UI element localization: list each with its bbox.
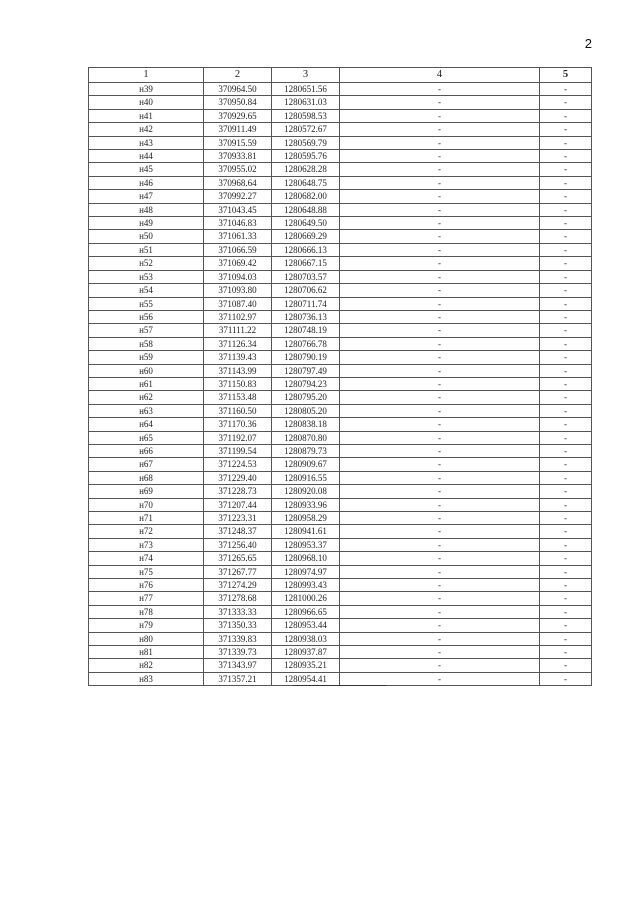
y-coordinate-cell: 1280667.15 (272, 257, 340, 270)
y-coordinate-cell: 1280766.78 (272, 337, 340, 350)
x-coordinate-cell: 371061.33 (204, 230, 272, 243)
table-row (89, 163, 592, 176)
x-coordinate-cell: 371223.31 (204, 512, 272, 525)
x-coordinate-cell: 371278.68 (204, 592, 272, 605)
point-id-cell: н66 (89, 444, 204, 457)
col4-cell: - (340, 337, 540, 350)
y-coordinate-cell: 1280941.61 (272, 525, 340, 538)
col5-cell: - (540, 377, 592, 390)
point-id-cell: н78 (89, 605, 204, 618)
y-coordinate-cell: 1280682.00 (272, 190, 340, 203)
y-coordinate-cell: 1280974.97 (272, 565, 340, 578)
col5-cell: - (540, 284, 592, 297)
col5-cell: - (540, 579, 592, 592)
table-row (89, 83, 592, 96)
header-row (89, 68, 592, 83)
col4-cell: - (340, 243, 540, 256)
y-coordinate-cell: 1280805.20 (272, 404, 340, 417)
col4-cell: - (340, 538, 540, 551)
point-id-cell: н75 (89, 565, 204, 578)
y-coordinate-cell: 1280649.50 (272, 217, 340, 230)
col5-cell: - (540, 324, 592, 337)
col5-cell: - (540, 431, 592, 444)
point-id-cell: н44 (89, 150, 204, 163)
y-coordinate-cell: 1281000.26 (272, 592, 340, 605)
y-coordinate-cell: 1280669.29 (272, 230, 340, 243)
col5-cell: - (540, 297, 592, 310)
table-row (89, 512, 592, 525)
x-coordinate-cell: 370915.59 (204, 136, 272, 149)
y-coordinate-cell: 1280958.29 (272, 512, 340, 525)
table-row (89, 659, 592, 672)
y-coordinate-cell: 1280953.37 (272, 538, 340, 551)
y-coordinate-cell: 1280666.13 (272, 243, 340, 256)
x-coordinate-cell: 371153.48 (204, 391, 272, 404)
col5-cell: - (540, 512, 592, 525)
point-id-cell: н56 (89, 310, 204, 323)
table-row (89, 525, 592, 538)
x-coordinate-cell: 370929.65 (204, 109, 272, 122)
col4-cell: - (340, 163, 540, 176)
y-coordinate-cell: 1280595.76 (272, 150, 340, 163)
y-coordinate-cell: 1280937.87 (272, 646, 340, 659)
table-row (89, 150, 592, 163)
y-coordinate-cell: 1280648.88 (272, 203, 340, 216)
col4-cell: - (340, 83, 540, 96)
table-row (89, 391, 592, 404)
table-row (89, 619, 592, 632)
table-row (89, 364, 592, 377)
col4-cell: - (340, 404, 540, 417)
x-coordinate-cell: 370964.50 (204, 83, 272, 96)
table-row (89, 297, 592, 310)
col4-cell: - (340, 217, 540, 230)
y-coordinate-cell: 1280572.67 (272, 123, 340, 136)
point-id-cell: н81 (89, 646, 204, 659)
table-row (89, 646, 592, 659)
x-coordinate-cell: 371069.42 (204, 257, 272, 270)
table-row (89, 471, 592, 484)
x-coordinate-cell: 371102.97 (204, 310, 272, 323)
y-coordinate-cell: 1280953.44 (272, 619, 340, 632)
point-id-cell: н83 (89, 672, 204, 685)
col5-cell: - (540, 136, 592, 149)
point-id-cell: н42 (89, 123, 204, 136)
point-id-cell: н63 (89, 404, 204, 417)
col5-cell: - (540, 270, 592, 283)
x-coordinate-cell: 371357.21 (204, 672, 272, 685)
point-id-cell: н82 (89, 659, 204, 672)
table-row (89, 444, 592, 457)
col5-cell: - (540, 418, 592, 431)
table-row (89, 230, 592, 243)
point-id-cell: н69 (89, 485, 204, 498)
point-id-cell: н52 (89, 257, 204, 270)
table-row (89, 243, 592, 256)
table-row (89, 377, 592, 390)
col4-cell: - (340, 512, 540, 525)
col4-cell: - (340, 632, 540, 645)
y-coordinate-cell: 1280879.73 (272, 444, 340, 457)
y-coordinate-cell: 1280794.23 (272, 377, 340, 390)
y-coordinate-cell: 1280651.56 (272, 83, 340, 96)
col4-cell: - (340, 458, 540, 471)
col5-cell: - (540, 659, 592, 672)
table-header (89, 68, 592, 83)
y-coordinate-cell: 1280631.03 (272, 96, 340, 109)
y-coordinate-cell: 1280935.21 (272, 659, 340, 672)
header-col-1: 1 (89, 68, 204, 83)
point-id-cell: н58 (89, 337, 204, 350)
x-coordinate-cell: 371350.33 (204, 619, 272, 632)
x-coordinate-cell: 371126.34 (204, 337, 272, 350)
col5-cell: - (540, 190, 592, 203)
point-id-cell: н64 (89, 418, 204, 431)
table-row (89, 485, 592, 498)
col5-cell: - (540, 525, 592, 538)
x-coordinate-cell: 370911.49 (204, 123, 272, 136)
col5-cell: - (540, 485, 592, 498)
table-body (89, 83, 592, 686)
col5-cell: - (540, 619, 592, 632)
col4-cell: - (340, 230, 540, 243)
point-id-cell: н48 (89, 203, 204, 216)
y-coordinate-cell: 1280938.03 (272, 632, 340, 645)
point-id-cell: н77 (89, 592, 204, 605)
col5-cell: - (540, 538, 592, 551)
table-row (89, 538, 592, 551)
point-id-cell: н59 (89, 351, 204, 364)
point-id-cell: н67 (89, 458, 204, 471)
point-id-cell: н50 (89, 230, 204, 243)
y-coordinate-cell: 1280736.13 (272, 310, 340, 323)
table-row (89, 592, 592, 605)
point-id-cell: н43 (89, 136, 204, 149)
x-coordinate-cell: 371207.44 (204, 498, 272, 511)
x-coordinate-cell: 371139.43 (204, 351, 272, 364)
col4-cell: - (340, 136, 540, 149)
col5-cell: - (540, 310, 592, 323)
x-coordinate-cell: 371043.45 (204, 203, 272, 216)
point-id-cell: н72 (89, 525, 204, 538)
col5-cell: - (540, 565, 592, 578)
page-number: 2 (584, 36, 592, 51)
col4-cell: - (340, 485, 540, 498)
col4-cell: - (340, 203, 540, 216)
col4-cell: - (340, 498, 540, 511)
col4-cell: - (340, 324, 540, 337)
y-coordinate-cell: 1280993.43 (272, 579, 340, 592)
col4-cell: - (340, 431, 540, 444)
col5-cell: - (540, 444, 592, 457)
col4-cell: - (340, 123, 540, 136)
col5-cell: - (540, 672, 592, 685)
table-row (89, 203, 592, 216)
table-row (89, 672, 592, 685)
point-id-cell: н68 (89, 471, 204, 484)
col4-cell: - (340, 284, 540, 297)
y-coordinate-cell: 1280916.55 (272, 471, 340, 484)
y-coordinate-cell: 1280648.75 (272, 176, 340, 189)
col4-cell: - (340, 176, 540, 189)
table-row (89, 270, 592, 283)
col5-cell: - (540, 351, 592, 364)
y-coordinate-cell: 1280870.80 (272, 431, 340, 444)
col4-cell: - (340, 310, 540, 323)
table-row (89, 579, 592, 592)
point-id-cell: н70 (89, 498, 204, 511)
y-coordinate-cell: 1280954.41 (272, 672, 340, 685)
point-id-cell: н60 (89, 364, 204, 377)
x-coordinate-cell: 370955.02 (204, 163, 272, 176)
table-row (89, 284, 592, 297)
col4-cell: - (340, 579, 540, 592)
table-row (89, 458, 592, 471)
x-coordinate-cell: 371228.73 (204, 485, 272, 498)
col5-cell: - (540, 243, 592, 256)
y-coordinate-cell: 1280933.96 (272, 498, 340, 511)
header-col-4: 4 (340, 68, 540, 83)
col4-cell: - (340, 96, 540, 109)
col4-cell: - (340, 552, 540, 565)
table-row (89, 498, 592, 511)
col5-cell: - (540, 552, 592, 565)
col4-cell: - (340, 619, 540, 632)
point-id-cell: н74 (89, 552, 204, 565)
col5-cell: - (540, 150, 592, 163)
point-id-cell: н55 (89, 297, 204, 310)
y-coordinate-cell: 1280748.19 (272, 324, 340, 337)
coordinates-table (88, 67, 592, 686)
table-row (89, 431, 592, 444)
col5-cell: - (540, 391, 592, 404)
point-id-cell: н71 (89, 512, 204, 525)
col5-cell: - (540, 217, 592, 230)
x-coordinate-cell: 371199.54 (204, 444, 272, 457)
col4-cell: - (340, 109, 540, 122)
col4-cell: - (340, 351, 540, 364)
x-coordinate-cell: 371267.77 (204, 565, 272, 578)
col5-cell: - (540, 458, 592, 471)
x-coordinate-cell: 371093.80 (204, 284, 272, 297)
col5-cell: - (540, 337, 592, 350)
end-rule (293, 685, 386, 686)
col4-cell: - (340, 592, 540, 605)
x-coordinate-cell: 371192.07 (204, 431, 272, 444)
x-coordinate-cell: 371274.29 (204, 579, 272, 592)
table-row (89, 190, 592, 203)
col4-cell: - (340, 297, 540, 310)
y-coordinate-cell: 1280628.28 (272, 163, 340, 176)
point-id-cell: н46 (89, 176, 204, 189)
col4-cell: - (340, 565, 540, 578)
header-col-2: 2 (204, 68, 272, 83)
col5-cell: - (540, 592, 592, 605)
point-id-cell: н62 (89, 391, 204, 404)
point-id-cell: н41 (89, 109, 204, 122)
x-coordinate-cell: 371229.40 (204, 471, 272, 484)
col4-cell: - (340, 391, 540, 404)
col4-cell: - (340, 190, 540, 203)
table-row (89, 404, 592, 417)
col4-cell: - (340, 418, 540, 431)
y-coordinate-cell: 1280966.65 (272, 605, 340, 618)
x-coordinate-cell: 371339.73 (204, 646, 272, 659)
point-id-cell: н40 (89, 96, 204, 109)
col5-cell: - (540, 163, 592, 176)
col4-cell: - (340, 672, 540, 685)
col5-cell: - (540, 96, 592, 109)
y-coordinate-cell: 1280711.74 (272, 297, 340, 310)
col4-cell: - (340, 377, 540, 390)
table-row (89, 136, 592, 149)
col5-cell: - (540, 109, 592, 122)
table-row (89, 96, 592, 109)
x-coordinate-cell: 371111.22 (204, 324, 272, 337)
col4-cell: - (340, 659, 540, 672)
col4-cell: - (340, 270, 540, 283)
table-row (89, 176, 592, 189)
y-coordinate-cell: 1280790.19 (272, 351, 340, 364)
table-row (89, 337, 592, 350)
table-row (89, 324, 592, 337)
col4-cell: - (340, 525, 540, 538)
y-coordinate-cell: 1280795.20 (272, 391, 340, 404)
table-row (89, 257, 592, 270)
x-coordinate-cell: 371333.33 (204, 605, 272, 618)
x-coordinate-cell: 371265.65 (204, 552, 272, 565)
col4-cell: - (340, 646, 540, 659)
table-row (89, 418, 592, 431)
point-id-cell: н39 (89, 83, 204, 96)
col5-cell: - (540, 404, 592, 417)
col4-cell: - (340, 605, 540, 618)
x-coordinate-cell: 371143.99 (204, 364, 272, 377)
col5-cell: - (540, 257, 592, 270)
col4-cell: - (340, 150, 540, 163)
point-id-cell: н65 (89, 431, 204, 444)
col4-cell: - (340, 444, 540, 457)
col5-cell: - (540, 632, 592, 645)
x-coordinate-cell: 371160.50 (204, 404, 272, 417)
x-coordinate-cell: 370968.64 (204, 176, 272, 189)
col5-cell: - (540, 203, 592, 216)
table-row (89, 552, 592, 565)
point-id-cell: н45 (89, 163, 204, 176)
point-id-cell: н73 (89, 538, 204, 551)
y-coordinate-cell: 1280598.53 (272, 109, 340, 122)
y-coordinate-cell: 1280703.57 (272, 270, 340, 283)
col5-cell: - (540, 230, 592, 243)
header-col-5: 5 (540, 68, 592, 83)
col4-cell: - (340, 471, 540, 484)
col5-cell: - (540, 123, 592, 136)
point-id-cell: н47 (89, 190, 204, 203)
table-row (89, 351, 592, 364)
table-row (89, 310, 592, 323)
point-id-cell: н49 (89, 217, 204, 230)
x-coordinate-cell: 371066.59 (204, 243, 272, 256)
x-coordinate-cell: 371248.37 (204, 525, 272, 538)
y-coordinate-cell: 1280968.10 (272, 552, 340, 565)
point-id-cell: н76 (89, 579, 204, 592)
point-id-cell: н54 (89, 284, 204, 297)
x-coordinate-cell: 371343.97 (204, 659, 272, 672)
col4-cell: - (340, 257, 540, 270)
header-col-3: 3 (272, 68, 340, 83)
point-id-cell: н61 (89, 377, 204, 390)
x-coordinate-cell: 370992.27 (204, 190, 272, 203)
table-row (89, 565, 592, 578)
y-coordinate-cell: 1280569.79 (272, 136, 340, 149)
col5-cell: - (540, 605, 592, 618)
x-coordinate-cell: 371094.03 (204, 270, 272, 283)
col5-cell: - (540, 471, 592, 484)
point-id-cell: н79 (89, 619, 204, 632)
table-row (89, 632, 592, 645)
x-coordinate-cell: 370933.81 (204, 150, 272, 163)
x-coordinate-cell: 371150.83 (204, 377, 272, 390)
table-row (89, 217, 592, 230)
col5-cell: - (540, 364, 592, 377)
x-coordinate-cell: 371046.83 (204, 217, 272, 230)
col5-cell: - (540, 83, 592, 96)
y-coordinate-cell: 1280909.67 (272, 458, 340, 471)
table-row (89, 123, 592, 136)
table-row (89, 605, 592, 618)
x-coordinate-cell: 371087.40 (204, 297, 272, 310)
x-coordinate-cell: 371170.36 (204, 418, 272, 431)
point-id-cell: н57 (89, 324, 204, 337)
x-coordinate-cell: 371256.40 (204, 538, 272, 551)
x-coordinate-cell: 371224.53 (204, 458, 272, 471)
y-coordinate-cell: 1280706.62 (272, 284, 340, 297)
point-id-cell: н80 (89, 632, 204, 645)
y-coordinate-cell: 1280920.08 (272, 485, 340, 498)
col5-cell: - (540, 646, 592, 659)
x-coordinate-cell: 371339.83 (204, 632, 272, 645)
point-id-cell: н53 (89, 270, 204, 283)
y-coordinate-cell: 1280838.18 (272, 418, 340, 431)
col5-cell: - (540, 176, 592, 189)
col5-cell: - (540, 498, 592, 511)
point-id-cell: н51 (89, 243, 204, 256)
x-coordinate-cell: 370950.84 (204, 96, 272, 109)
col4-cell: - (340, 364, 540, 377)
y-coordinate-cell: 1280797.49 (272, 364, 340, 377)
table-row (89, 109, 592, 122)
